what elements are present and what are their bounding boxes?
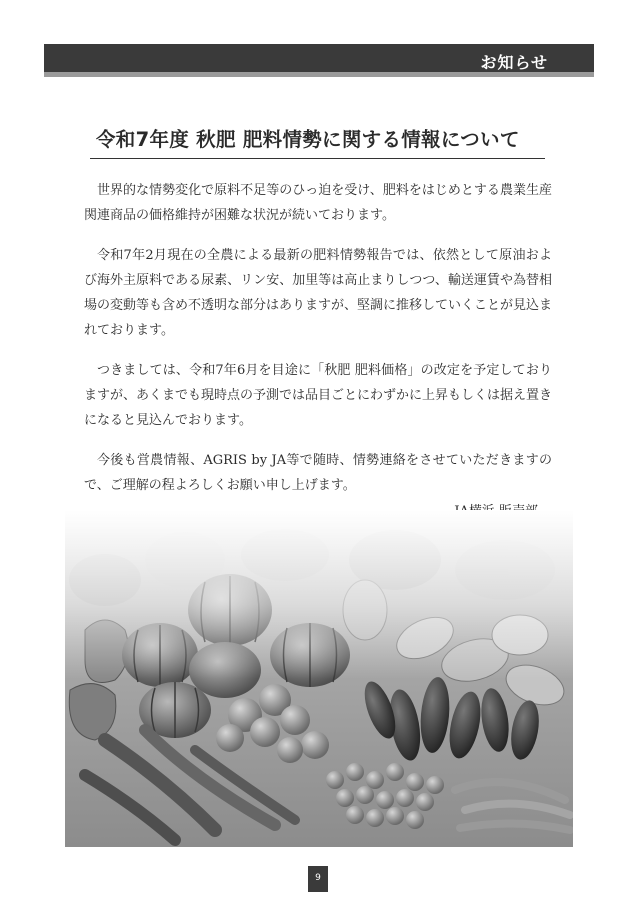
paragraph-4: 今後も営農情報、AGRIS by JA等で随時、情勢連絡をさせていただきますので、ご理解の程よろしくお願い申し上げます。	[84, 453, 552, 493]
article-body	[84, 178, 552, 513]
header-bar	[44, 44, 594, 77]
page-number: 9	[308, 866, 328, 892]
article-title: 令和7年度 秋肥 肥料情勢に関する情報について	[96, 128, 520, 151]
vegetables-photo	[65, 510, 573, 847]
paragraph-3: つきましては、令和7年6月を目途に「秋肥 肥料価格」の改定を予定しておりますが、あくまでも現時点の予測では品目ごとにわずかに上昇もしくは据え置きになると見込んでおります。	[84, 363, 553, 428]
paragraph-2: 令和7年2月現在の全農による最新の肥料情勢報告では、依然として原油および海外主原料である尿素、リン安、加里等は高止まりしつつ、輸送運賃や為替相場の変動等も含め不透明な部分はありますが、堅調に推移していくことが見込まれております。	[84, 248, 553, 338]
vegetables-illustration	[65, 510, 573, 847]
paragraph-1: 世界的な情勢変化で原料不足等のひっ迫を受け、肥料をはじめとする農業生産関連商品の価格維持が困難な状況が続いております。	[84, 183, 552, 223]
title-underline	[90, 158, 545, 159]
header-label: お知らせ	[480, 53, 548, 72]
